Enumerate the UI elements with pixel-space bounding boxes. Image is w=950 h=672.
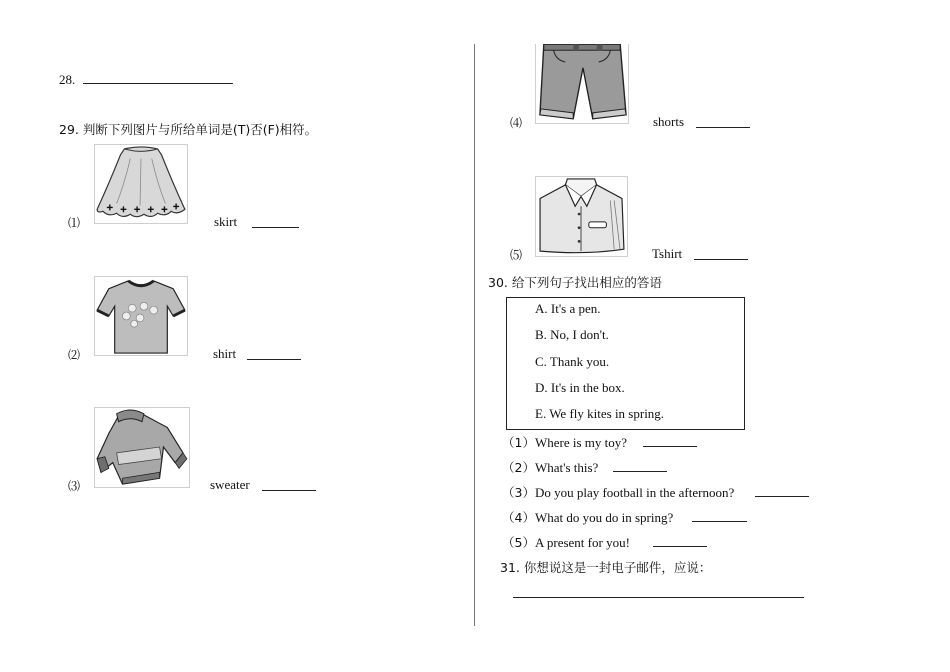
q30-question-4 bbox=[502, 508, 673, 526]
q28 bbox=[59, 71, 233, 88]
item-5-number: ⑸ bbox=[510, 248, 523, 262]
option-a: A. It's a pen. bbox=[535, 301, 601, 316]
item-1-word: skirt bbox=[214, 214, 238, 229]
q28-label: 28. bbox=[59, 72, 76, 87]
column-divider bbox=[474, 44, 475, 626]
q31-title: 31. 你想说这是一封电子邮件，应说： bbox=[500, 560, 712, 575]
option-c: C. Thank you. bbox=[535, 354, 610, 369]
item-1-answer-blank[interactable] bbox=[252, 215, 299, 228]
q30-question-3-text: Do you play football in the afternoon? bbox=[534, 485, 735, 500]
q28-answer-blank[interactable] bbox=[83, 71, 233, 84]
folded-shirt-picture bbox=[535, 176, 628, 257]
item-3-number: ⑶ bbox=[68, 479, 81, 493]
option-e: E. We fly kites in spring. bbox=[535, 406, 665, 421]
q30-title: 30. 给下列句子找出相应的答语 bbox=[488, 275, 662, 290]
q30-question-5-text: A present for you! bbox=[534, 535, 630, 550]
tshirt-picture bbox=[94, 276, 188, 356]
q30-question-2 bbox=[502, 458, 598, 476]
item-1-number: ⑴ bbox=[68, 216, 81, 230]
q30-answer-blank-5[interactable] bbox=[653, 534, 707, 547]
q31-answer-line[interactable] bbox=[513, 585, 804, 598]
q30-question-4-text: What do you do in spring? bbox=[534, 510, 674, 525]
q30-answer-blank-2[interactable] bbox=[613, 459, 667, 472]
option-b: B. No, I don't. bbox=[535, 327, 609, 342]
item-4-number: ⑷ bbox=[510, 116, 523, 130]
item-2-answer-blank[interactable] bbox=[247, 347, 301, 360]
q30-answer-blank-4[interactable] bbox=[692, 509, 747, 522]
q30-question-2-number: （2） bbox=[502, 460, 535, 475]
item-4-answer-blank[interactable] bbox=[696, 115, 750, 128]
q30-question-3-number: （3） bbox=[502, 485, 535, 500]
item-4-word: shorts bbox=[653, 114, 685, 129]
q30-question-1 bbox=[502, 433, 627, 451]
item-3-answer-blank[interactable] bbox=[262, 478, 316, 491]
q30-question-1-text: Where is my toy? bbox=[534, 435, 628, 450]
q30-question-2-text: What's this? bbox=[534, 460, 599, 475]
item-2-word: shirt bbox=[213, 346, 237, 361]
q30-question-3 bbox=[502, 483, 734, 501]
q30-question-4-number: （4） bbox=[502, 510, 535, 525]
q30-question-1-number: （1） bbox=[502, 435, 535, 450]
item-5-answer-blank[interactable] bbox=[694, 247, 748, 260]
skirt-picture bbox=[94, 144, 188, 224]
sweater-picture bbox=[94, 407, 190, 488]
q30-question-5 bbox=[502, 533, 630, 551]
q29-title: 29. 判断下列图片与所给单词是(T)否(F)相符。 bbox=[59, 122, 318, 137]
item-5-word: Tshirt bbox=[652, 246, 683, 261]
shorts-picture bbox=[535, 44, 629, 124]
item-3-word: sweater bbox=[210, 477, 250, 492]
q30-question-5-number: （5） bbox=[502, 535, 535, 550]
q30-answer-blank-1[interactable] bbox=[643, 434, 697, 447]
item-2-number: ⑵ bbox=[68, 348, 81, 362]
option-d: D. It's in the box. bbox=[535, 380, 625, 395]
q30-answer-blank-3[interactable] bbox=[755, 484, 809, 497]
